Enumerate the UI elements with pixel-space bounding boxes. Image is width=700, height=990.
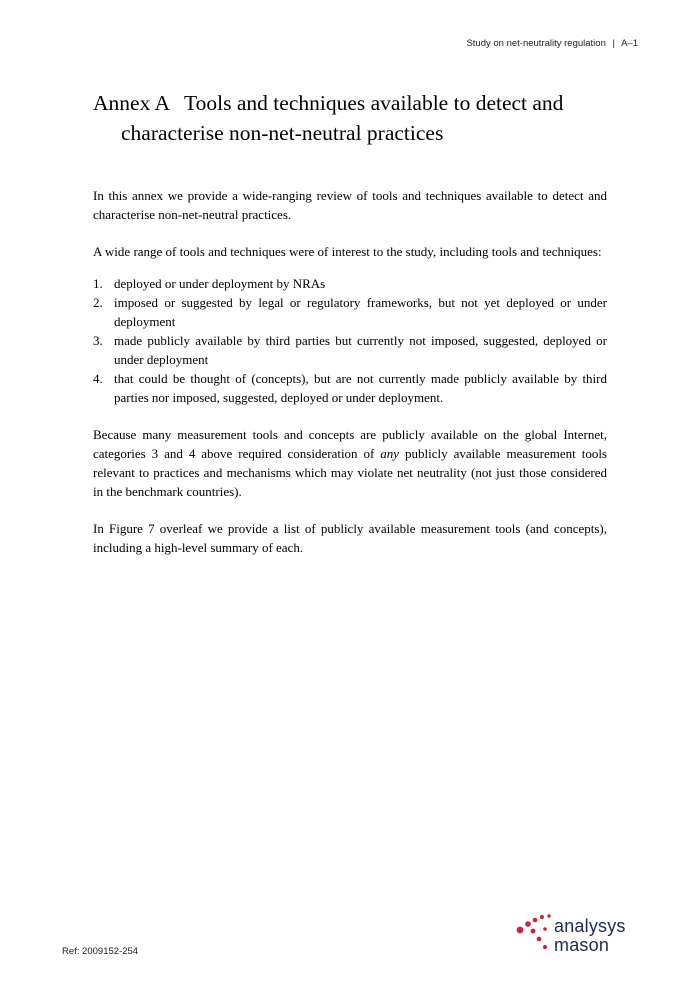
logo-wordmark [554, 917, 626, 955]
annex-label: Annex A [93, 91, 171, 115]
list-number: 1. [93, 276, 103, 291]
title-line-2: characterise non-net-neutral practices [121, 121, 444, 145]
logo-dots-icon [514, 913, 554, 957]
scope-paragraph: Because many measurement tools and concepts are publicly available on the global Internet, categories 3 and 4 above required consideration of any publicly available measurement tools relevant to practices and mechanisms which may violate net neutrality (not just those considered in the benchmark countries). [93, 427, 607, 499]
list-text: that could be thought of (concepts), but are not currently made publicly available by third parties nor imposed, suggested, deployed or under deployment. [114, 371, 607, 405]
list-number: 4. [93, 371, 103, 386]
list-number: 2. [93, 295, 103, 310]
category-list [93, 274, 607, 407]
page-number: A–1 [621, 38, 638, 49]
body-text [93, 186, 607, 575]
title-line-1 [93, 88, 633, 118]
lead-paragraph: A wide range of tools and techniques were of interest to the study, including tools and techniques: [93, 244, 602, 259]
document-reference: Ref: 2009152-254 [62, 946, 139, 957]
header-separator: | [612, 38, 615, 49]
list-item [93, 369, 607, 407]
running-header [466, 38, 638, 49]
figure-reference-paragraph: In Figure 7 overleaf we provide a list of publicly available measurement tools (and concepts), including a high-level summary of each. [93, 521, 607, 555]
intro-paragraph: In this annex we provide a wide-ranging review of tools and techniques available to detect and characterise non-net-neutral practices. [93, 188, 607, 222]
list-text: made publicly available by third parties but currently not imposed, suggested, deployed or under deployment [114, 333, 607, 367]
title-text-1: Tools and techniques available to detect and [184, 91, 564, 115]
emphasis-any: any [380, 446, 400, 461]
running-title: Study on net-neutrality regulation [466, 38, 606, 49]
annex-title [93, 88, 633, 148]
list-text: imposed or suggested by legal or regulatory frameworks, but not yet deployed or under deployment [114, 295, 607, 329]
logo-line-2: mason [554, 935, 610, 955]
list-text: deployed or under deployment by NRAs [114, 276, 326, 291]
logo-line-1: analysys [554, 916, 626, 936]
list-item [93, 274, 607, 293]
list-item [93, 293, 607, 331]
list-item [93, 331, 607, 369]
analysys-mason-logo [514, 913, 654, 961]
list-number: 3. [93, 333, 103, 348]
